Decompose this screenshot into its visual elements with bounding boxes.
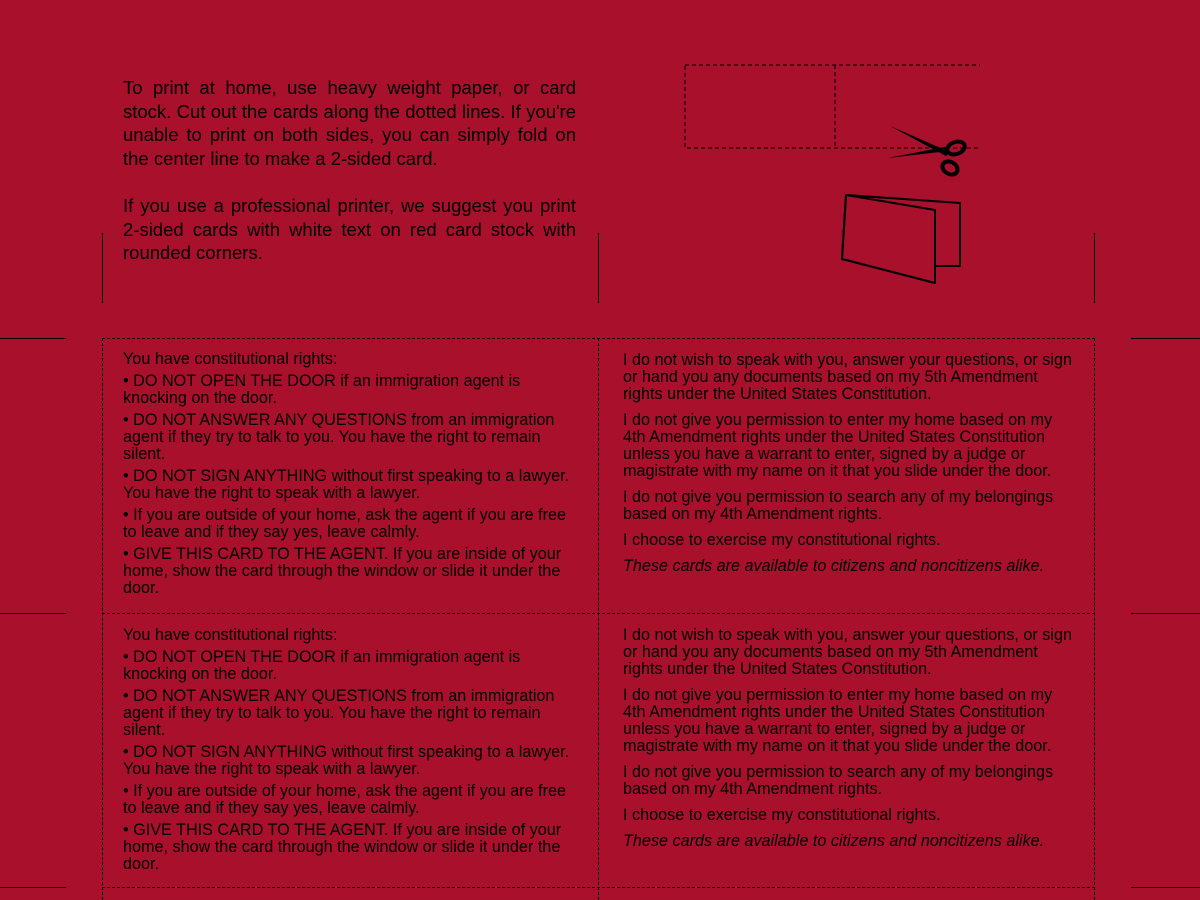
cutting-illustration (680, 60, 980, 300)
crop-mark (0, 613, 66, 614)
dashed-card-outline (685, 65, 980, 148)
crop-mark (1094, 233, 1095, 303)
card-item: • If you are outside of your home, ask the agent if you are free to leave and if they say yes, leave calmly. (123, 506, 566, 541)
card-item: • DO NOT OPEN THE DOOR if an immigration agent is knocking on the door. (123, 648, 521, 683)
rights-card-back (623, 352, 1075, 584)
card-item: • DO NOT SIGN ANYTHING without first speaking to a lawyer. You have the right to speak with a lawyer. (123, 467, 570, 502)
card-item: • DO NOT OPEN THE DOOR if an immigration agent is knocking on the door. (123, 372, 521, 407)
crop-mark (598, 233, 599, 303)
card-heading: You have constitutional rights: (123, 626, 338, 644)
crop-mark (1131, 613, 1200, 614)
card-note: These cards are available to citizens and noncitizens alike. (623, 557, 1045, 575)
cut-line (1094, 338, 1095, 900)
card-item: • GIVE THIS CARD TO THE AGENT. If you are inside of your home, show the card through the window or slide it under the door. (123, 545, 562, 597)
fold-line (598, 338, 599, 900)
card-item: • If you are outside of your home, ask the agent if you are free to leave and if they say yes, leave calmly. (123, 782, 566, 817)
card-statement: I do not wish to speak with you, answer your questions, or sign or hand you any documents based on my 5th Amendment rights under the United States Constitution. (623, 351, 1072, 403)
instructions-paragraph-2: If you use a professional printer, we suggest you print 2-sided cards with white text on red card stock with rounded corners. (123, 195, 576, 263)
card-item: • DO NOT ANSWER ANY QUESTIONS from an immigration agent if they try to talk to you. You have the right to remain silent. (123, 411, 555, 463)
card-statement: I do not give you permission to search any of my belongings based on my 4th Amendment rights. (623, 763, 1054, 798)
card-statement: I do not give you permission to enter my home based on my 4th Amendment rights under the United States Constitution unless you have a warrant to enter, signed by a judge or magistrate with my name on it that you slide under the door. (623, 411, 1053, 480)
card-item: • GIVE THIS CARD TO THE AGENT. If you are inside of your home, show the card through the window or slide it under the door. (123, 821, 562, 873)
rights-card-back (623, 627, 1075, 859)
crop-mark (102, 233, 103, 303)
folded-card-icon (842, 195, 960, 283)
card-statement: I do not give you permission to enter my home based on my 4th Amendment rights under the United States Constitution unless you have a warrant to enter, signed by a judge or magistrate with my name on it that you slide under the door. (623, 686, 1053, 755)
card-statement: I do not wish to speak with you, answer your questions, or sign or hand you any documents based on my 5th Amendment rights under the United States Constitution. (623, 626, 1072, 678)
card-item: • DO NOT SIGN ANYTHING without first speaking to a lawyer. You have the right to speak with a lawyer. (123, 743, 570, 778)
scissors-icon (888, 126, 967, 177)
instructions (123, 76, 576, 289)
card-note: These cards are available to citizens and noncitizens alike. (623, 832, 1045, 850)
card-statement: I choose to exercise my constitutional rights. (623, 806, 941, 824)
rights-card-front (123, 627, 575, 878)
card-statement: I choose to exercise my constitutional rights. (623, 531, 941, 549)
crop-mark (0, 887, 66, 888)
cut-line (102, 338, 103, 900)
card-item: • DO NOT ANSWER ANY QUESTIONS from an immigration agent if they try to talk to you. You have the right to remain silent. (123, 687, 555, 739)
card-heading: You have constitutional rights: (123, 350, 338, 368)
card-statement: I do not give you permission to search any of my belongings based on my 4th Amendment rights. (623, 488, 1054, 523)
crop-mark (0, 338, 66, 339)
rights-card-front (123, 351, 575, 602)
crop-mark (1131, 887, 1200, 888)
instructions-paragraph-1: To print at home, use heavy weight paper, or card stock. Cut out the cards along the dotted lines. If you're unable to print on both sides, you can simply fold on the center line to make a 2-sided card. (123, 77, 576, 169)
crop-mark (1131, 338, 1200, 339)
